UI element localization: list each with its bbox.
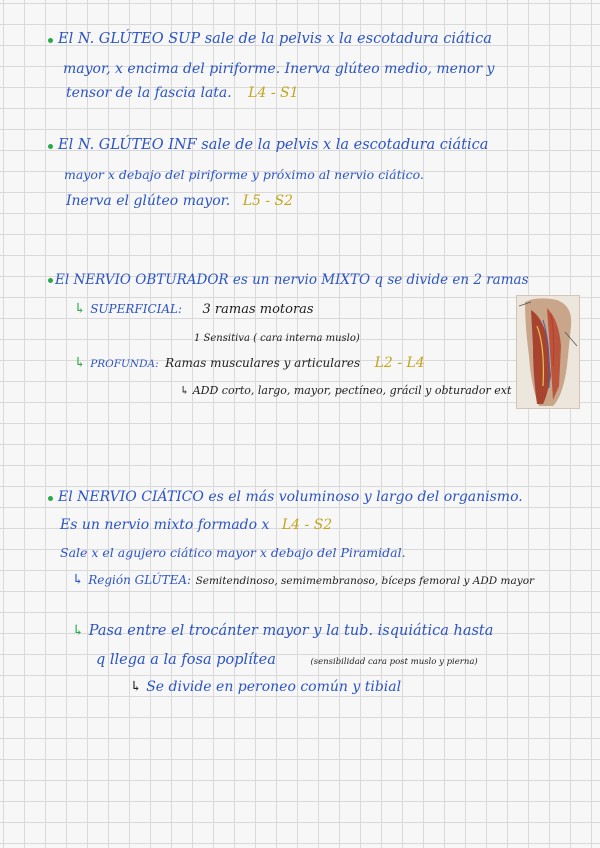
region-glutea-label: Región GLÚTEA: xyxy=(88,573,192,587)
hook-arrow-icon: ↳ xyxy=(72,623,85,639)
fosa-note: (sensibilidad cara post muslo y pierna) xyxy=(310,657,478,667)
hook-arrow-icon: ↳ xyxy=(72,572,84,588)
gluteo-inf-line-1: El N. GLÚTEO INF sale de la pelvis x la escotadura ciática xyxy=(58,137,489,153)
gluteo-sup-text: tensor de la fascia lata. xyxy=(66,85,232,101)
ciatico-line-2 xyxy=(60,516,332,534)
fosa-text: q llega a la fosa poplítea xyxy=(96,652,276,668)
profunda-text: Ramas musculares y articulares xyxy=(165,356,361,370)
bullet-dot xyxy=(48,496,53,501)
hook-arrow-icon: ↳ xyxy=(74,301,86,317)
obturador-line-1: El NERVIO OBTURADOR es un nervio MIXTO q se divide en 2 ramas xyxy=(55,272,529,288)
bullet-dot xyxy=(48,38,53,43)
superficial-item-1: 3 ramas motoras xyxy=(202,302,314,317)
gluteo-sup-line-1: El N. GLÚTEO SUP sale de la pelvis x la escotadura ciática xyxy=(58,31,492,47)
profunda-label: PROFUNDA: xyxy=(90,358,159,370)
divide-row xyxy=(130,678,401,696)
thigh-anatomy-image xyxy=(516,295,580,409)
obturador-superficial-row xyxy=(74,300,314,319)
gluteo-inf-text: Inerva el glúteo mayor. xyxy=(66,193,231,209)
bullet-dot xyxy=(48,278,53,283)
region-glutea-text: Semitendinoso, semimembranoso, bíceps femoral y ADD mayor xyxy=(195,575,535,587)
hook-arrow-icon: ↳ xyxy=(130,679,142,695)
ciatico-formado: Es un nervio mixto formado x xyxy=(60,517,270,533)
gluteo-inf-line-3 xyxy=(66,192,293,210)
ciatico-line-3: Sale x el agujero ciático mayor x debajo del Piramidal. xyxy=(60,545,406,560)
gluteo-sup-line-3 xyxy=(66,84,299,102)
obturador-levels: L2 - L4 xyxy=(374,355,425,371)
ciatico-line-1: El NERVIO CIÁTICO es el más voluminoso y largo del organismo. xyxy=(58,489,523,505)
gluteo-sup-line-2: mayor, x encima del piriforme. Inerva glúteo medio, menor y xyxy=(63,61,495,77)
pasa-text: Pasa entre el trocánter mayor y la tub. isquiática hasta xyxy=(88,623,494,639)
obturador-profunda-row xyxy=(74,354,425,373)
pasa-row xyxy=(72,622,493,640)
superficial-label: SUPERFICIAL: xyxy=(90,302,183,316)
hook-arrow-icon: ↳ xyxy=(180,384,190,397)
add-text: ADD corto, largo, mayor, pectíneo, grácil y obturador ext xyxy=(192,384,512,397)
superficial-item-2: 1 Sensitiva ( cara interna muslo) xyxy=(194,333,360,344)
ciatico-levels: L4 - S2 xyxy=(281,517,333,533)
gluteo-inf-line-2: mayor x debajo del piriforme y próximo al nervio ciático. xyxy=(64,167,424,182)
hook-arrow-icon: ↳ xyxy=(74,355,86,371)
gluteo-inf-levels: L5 - S2 xyxy=(242,193,294,209)
divide-text: Se divide en peroneo común y tibial xyxy=(146,679,402,695)
gluteo-sup-levels: L4 - S1 xyxy=(248,85,299,101)
add-row xyxy=(180,382,511,400)
fosa-row xyxy=(96,651,478,671)
bullet-dot xyxy=(48,144,53,149)
region-glutea-row xyxy=(72,571,534,590)
